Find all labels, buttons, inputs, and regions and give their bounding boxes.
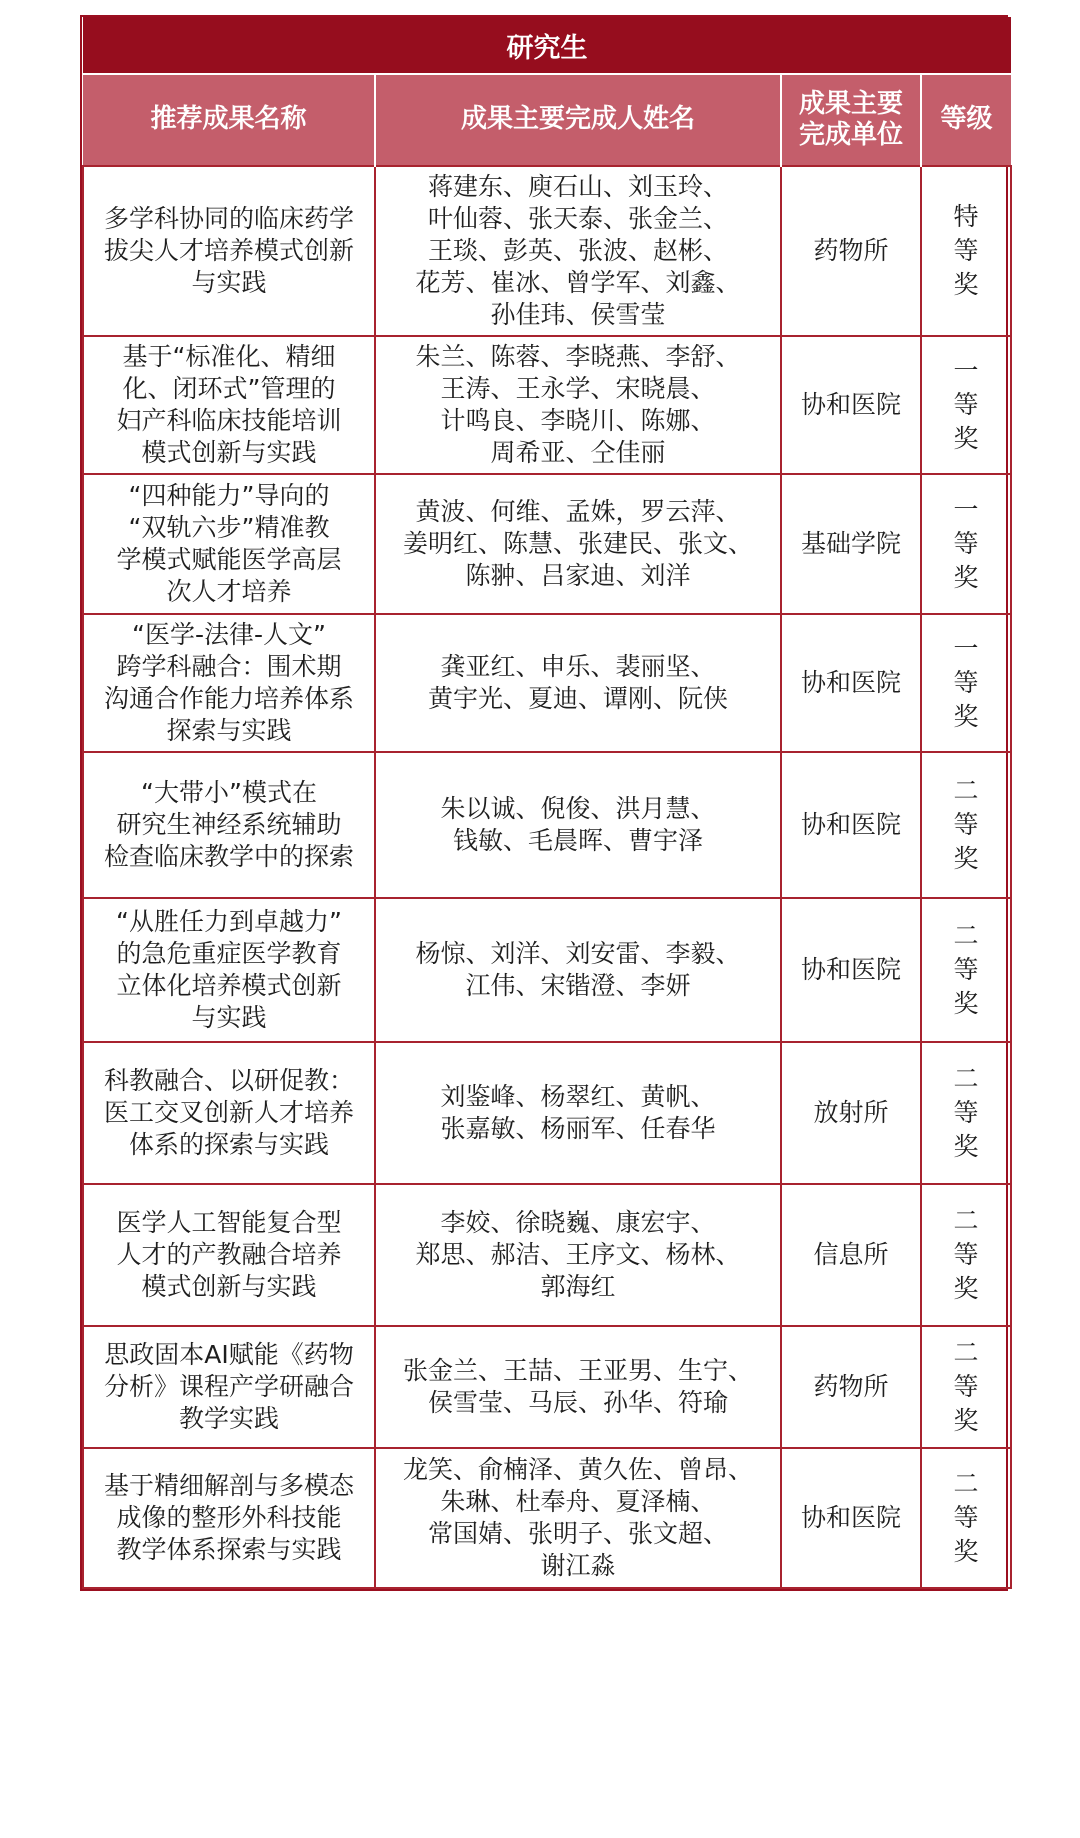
completing-unit: 药物所 — [781, 166, 921, 336]
column-header-row — [83, 74, 1011, 166]
header-completing-unit: 成果主要 完成单位 — [781, 74, 921, 166]
table-row — [83, 898, 1011, 1042]
contributors: 龚亚红、申乐、裴丽坚、 黄宇光、夏迪、谭刚、阮侠 — [375, 614, 781, 752]
contributors: 刘鉴峰、杨翠红、黄帆、 张嘉敏、杨丽军、任春华 — [375, 1042, 781, 1184]
grade-badge: 二等奖 — [953, 921, 979, 1018]
header-grade: 等级 — [921, 74, 1011, 166]
achievement-name: 思政固本AI赋能《药物 分析》课程产学研融合 教学实践 — [83, 1326, 375, 1448]
completing-unit: 协和医院 — [781, 614, 921, 752]
grade-badge: 特等奖 — [953, 202, 979, 299]
completing-unit: 协和医院 — [781, 898, 921, 1042]
achievement-name: “大带小”模式在 研究生神经系统辅助 检查临床教学中的探索 — [83, 752, 375, 898]
header-main-contributors: 成果主要完成人姓名 — [375, 74, 781, 166]
table-row — [83, 614, 1011, 752]
contributors: 杨惊、刘洋、刘安雷、李毅、 江伟、宋锴澄、李妍 — [375, 898, 781, 1042]
grade-badge: 一等奖 — [953, 634, 979, 731]
contributors: 龙笑、俞楠泽、黄久佐、曾昂、 朱琳、杜奉舟、夏泽楠、 常国婧、张明子、张文超、 谢江淼 — [375, 1448, 781, 1588]
completing-unit: 协和医院 — [781, 752, 921, 898]
completing-unit: 信息所 — [781, 1184, 921, 1326]
achievement-name: “从胜任力到卓越力” 的急危重症医学教育 立体化培养模式创新 与实践 — [83, 898, 375, 1042]
table-row — [83, 1448, 1011, 1588]
contributors: 蒋建东、庾石山、刘玉玲、 叶仙蓉、张天泰、张金兰、 王琰、彭英、张波、赵彬、 花芳、崔冰、曾学军、刘鑫、 孙佳玮、侯雪莹 — [375, 166, 781, 336]
achievement-name: 基于“标准化、精细 化、闭环式”管理的 妇产科临床技能培训 模式创新与实践 — [83, 336, 375, 474]
completing-unit: 药物所 — [781, 1326, 921, 1448]
grade-badge: 二等奖 — [953, 1206, 979, 1303]
grade-badge: 一等奖 — [953, 495, 979, 592]
grade-badge: 二等奖 — [953, 776, 979, 873]
achievement-name: “四种能力”导向的 “双轨六步”精准教 学模式赋能医学高层 次人才培养 — [83, 474, 375, 614]
achievement-name: 科教融合、以研促教： 医工交叉创新人才培养 体系的探索与实践 — [83, 1042, 375, 1184]
contributors: 张金兰、王喆、王亚男、生宁、 侯雪莹、马辰、孙华、符瑜 — [375, 1326, 781, 1448]
table-row — [83, 752, 1011, 898]
achievement-name: 医学人工智能复合型 人才的产教融合培养 模式创新与实践 — [83, 1184, 375, 1326]
grade-badge: 一等奖 — [953, 356, 979, 453]
grade-badge: 二等奖 — [953, 1064, 979, 1161]
achievement-name: “医学-法律-人文” 跨学科融合：围术期 沟通合作能力培养体系 探索与实践 — [83, 614, 375, 752]
header-achievement-name: 推荐成果名称 — [83, 74, 375, 166]
section-title: 研究生 — [83, 17, 1011, 74]
completing-unit: 放射所 — [781, 1042, 921, 1184]
table-row — [83, 1184, 1011, 1326]
completing-unit: 基础学院 — [781, 474, 921, 614]
contributors: 李姣、徐晓巍、康宏宇、 郑思、郝洁、王序文、杨林、 郭海红 — [375, 1184, 781, 1326]
awards-table-container — [80, 15, 1008, 1591]
contributors: 朱以诚、倪俊、洪月慧、 钱敏、毛晨晖、曹宇泽 — [375, 752, 781, 898]
contributors: 黄波、何维、孟姝，罗云萍、 姜明红、陈慧、张建民、张文、 陈翀、吕家迪、刘洋 — [375, 474, 781, 614]
table-row — [83, 336, 1011, 474]
table-row — [83, 166, 1011, 336]
grade-badge: 二等奖 — [953, 1469, 979, 1566]
achievement-name: 多学科协同的临床药学 拔尖人才培养模式创新 与实践 — [83, 166, 375, 336]
table-row — [83, 1326, 1011, 1448]
contributors: 朱兰、陈蓉、李晓燕、李舒、 王涛、王永学、宋晓晨、 计鸣良、李晓川、陈娜、 周希亚、仝佳丽 — [375, 336, 781, 474]
completing-unit: 协和医院 — [781, 336, 921, 474]
awards-table — [82, 17, 1012, 1589]
achievement-name: 基于精细解剖与多模态 成像的整形外科技能 教学体系探索与实践 — [83, 1448, 375, 1588]
grade-badge: 二等奖 — [953, 1338, 979, 1435]
table-row — [83, 1042, 1011, 1184]
table-row — [83, 474, 1011, 614]
section-title-row — [83, 17, 1011, 74]
completing-unit: 协和医院 — [781, 1448, 921, 1588]
